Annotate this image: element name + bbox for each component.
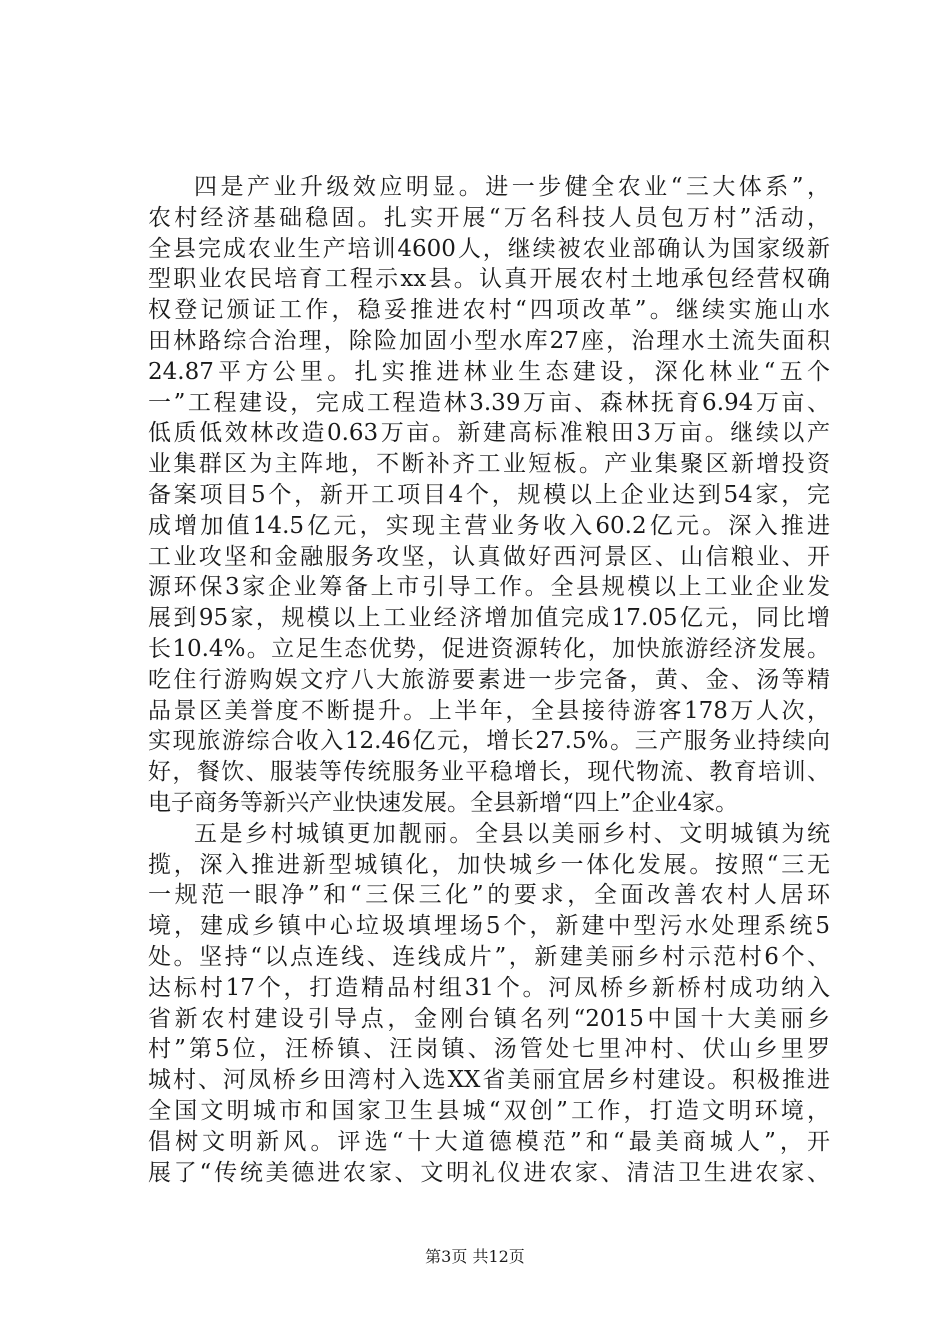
text-line: 处。坚持“以点连线、连线成片”，新建美丽乡村示范村6个、 [148, 943, 830, 970]
text-line: 全国文明城市和国家卫生县城“双创”工作，打造文明环境， [148, 1097, 830, 1124]
text-line: 展了“传统美德进农家、文明礼仪进农家、清洁卫生进农家、 [148, 1159, 830, 1186]
text-line: 权登记颁证工作，稳妥推进农村“四项改革”。继续实施山水 [148, 297, 830, 324]
page-number-footer: 第3页 共12页 [425, 1247, 525, 1266]
paragraph-5-start-line: 五是乡村城镇更加靓丽。全县以美丽乡村、文明城镇为统 [194, 820, 830, 847]
text-line: 型职业农民培育工程示xx县。认真开展农村土地承包经营权确 [148, 266, 830, 293]
text-line: 达标村17个，打造精品村组31个。河凤桥乡新桥村成功纳入 [148, 974, 830, 1001]
text-line: 城村、河凤桥乡田湾村入选XX省美丽宜居乡村建设。积极推进 [148, 1067, 830, 1094]
text-line: 展到95家，规模以上工业经济增加值完成17.05亿元，同比增 [148, 605, 830, 632]
text-line: 吃住行游购娱文疗八大旅游要素进一步完备，黄、金、汤等精 [148, 666, 830, 693]
paragraph-4-start-line: 四是产业升级效应明显。进一步健全农业“三大体系”， [194, 174, 830, 200]
text-line: 境，建成乡镇中心垃圾填埋场5个，新建中型污水处理系统5 [148, 913, 830, 940]
text-line: 一”工程建设，完成工程造林3.39万亩、森林抚育6.94万亩、 [148, 389, 830, 416]
paragraph-4-end-line: 电子商务等新兴产业快速发展。全县新增“四上”企业4家。 [148, 789, 739, 816]
text-line: 全县完成农业生产培训4600人，继续被农业部确认为国家级新 [148, 235, 830, 262]
text-line: 村”第5位，汪桥镇、汪岗镇、汤管处七里冲村、伏山乡里罗 [148, 1036, 830, 1063]
text-line: 揽，深入推进新型城镇化，加快城乡一体化发展。按照“三无 [148, 851, 830, 878]
text-line: 好，餐饮、服装等传统服务业平稳增长，现代物流、教育培训、 [148, 759, 830, 786]
text-line: 业集群区为主阵地，不断补齐工业短板。产业集聚区新增投资 [148, 451, 830, 478]
text-line: 24.87平方公里。扎实推进林业生态建设，深化林业“五个 [148, 358, 830, 385]
text-line: 农村经济基础稳固。扎实开展“万名科技人员包万村”活动， [148, 204, 830, 231]
text-line: 工业攻坚和金融服务攻坚，认真做好西河景区、山信粮业、开 [148, 543, 830, 570]
text-line: 实现旅游综合收入12.46亿元，增长27.5%。三产服务业持续向 [148, 728, 830, 755]
text-line: 田林路综合治理，除险加固小型水库27座，治理水土流失面积 [148, 327, 830, 354]
text-line: 低质低效林改造0.63万亩。新建高标准粮田3万亩。继续以产 [148, 420, 830, 447]
text-line: 倡树文明新风。评选“十大道德模范”和“最美商城人”，开 [148, 1128, 830, 1155]
text-line: 备案项目5个，新开工项目4个，规模以上企业达到54家，完 [148, 481, 830, 508]
body-text [148, 172, 830, 1188]
text-line: 源环保3家企业筹备上市引导工作。全县规模以上工业企业发 [148, 574, 830, 601]
text-line: 品景区美誉度不断提升。上半年，全县接待游客178万人次， [148, 697, 830, 724]
text-line: 成增加值14.5亿元，实现主营业务收入60.2亿元。深入推进 [148, 512, 830, 539]
text-line: 一规范一眼净”和“三保三化”的要求，全面改善农村人居环 [148, 882, 830, 909]
text-line: 省新农村建设引导点，金刚台镇名列“2015中国十大美丽乡 [148, 1005, 830, 1032]
text-line: 长10.4%。立足生态优势，促进资源转化，加快旅游经济发展。 [148, 635, 830, 662]
